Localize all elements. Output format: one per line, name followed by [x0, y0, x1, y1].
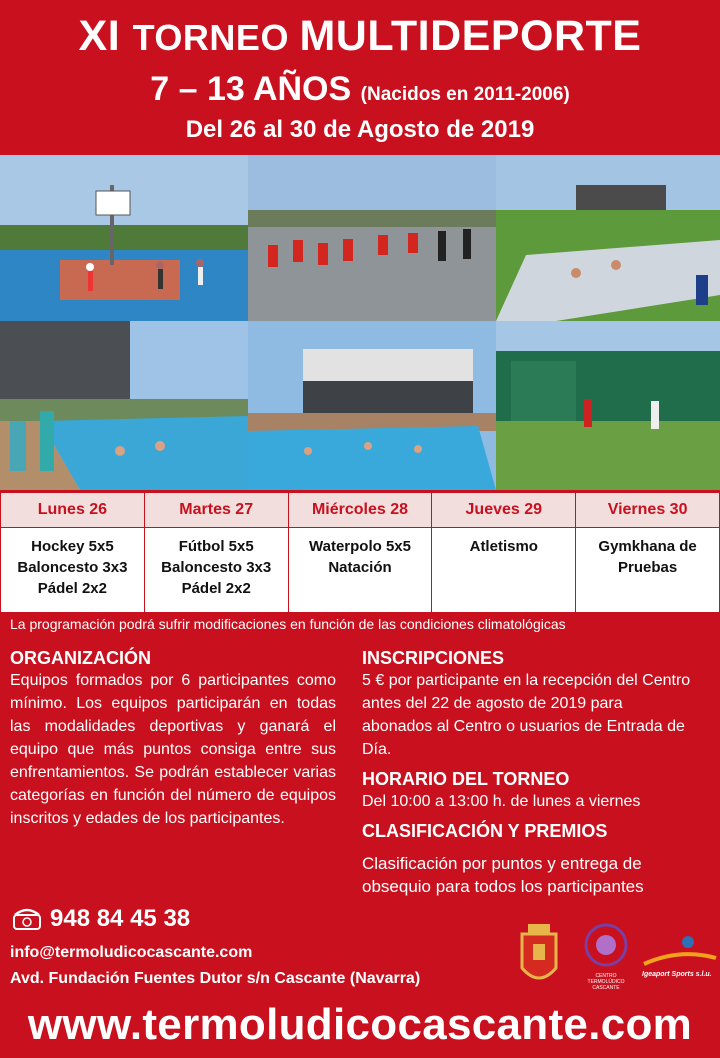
igeaport-sports-logo: Igeaport Sports s.l.u.: [642, 934, 718, 984]
info-column: [362, 648, 692, 898]
day-header: Jueves 29: [432, 493, 576, 528]
activity-cell: Waterpolo 5x5 Natación: [288, 528, 432, 613]
organizacion-title: ORGANIZACIÓN: [10, 648, 151, 668]
centro-termoludico-logo: CENTRO TERMOLÚDICO CASCANTE: [576, 922, 636, 996]
activity-cell: Atletismo: [432, 528, 576, 613]
sponsor-logos: [510, 920, 720, 1000]
photo-pool-swimming: [248, 321, 496, 490]
photo-grid: [0, 155, 720, 490]
photo-padel: [496, 321, 720, 490]
address: Avd. Fundación Fuentes Dutor s/n Cascante (Navarra): [10, 970, 421, 987]
inscripciones-title: INSCRIPCIONES: [362, 648, 505, 668]
website-link[interactable]: www.termoludicocascante.com: [27, 1000, 693, 1049]
birth-years: (Nacidos en 2011-2006): [360, 84, 570, 105]
clasificacion-text: Clasificación por puntos y entrega de obsequio para todos los participantes: [362, 854, 644, 896]
photo-water-slide: [496, 155, 720, 321]
day-header: Martes 27: [144, 493, 288, 528]
phone-number: 948 84 45 38: [50, 905, 191, 932]
activity-cell: Gymkhana de Pruebas: [576, 528, 720, 613]
day-header: Viernes 30: [576, 493, 720, 528]
phone-icon: [12, 907, 42, 931]
poster-title: XI TORNEO MULTIDEPORTE: [78, 12, 642, 60]
activity-cell: Fútbol 5x5 Baloncesto 3x3 Pádel 2x2: [144, 528, 288, 613]
day-header: Lunes 26: [1, 493, 145, 528]
clasificacion-title: CLASIFICACIÓN Y PREMIOS: [362, 821, 608, 841]
phone-contact[interactable]: [12, 905, 190, 933]
schedule-header-row: [1, 493, 720, 528]
inscripciones-text: 5 € por participante en la recepción del Centro antes del 22 de agosto de 2019 para abonados al Centro o usuarios de Entrada de Día.: [362, 672, 691, 758]
tournament-dates: Del 26 al 30 de Agosto de 2019: [185, 116, 535, 143]
day-header: Miércoles 28: [288, 493, 432, 528]
age-range: 7 – 13 AÑOS (Nacidos en 2011-2006): [150, 70, 570, 108]
poster-header: [0, 0, 720, 155]
horario-text: Del 10:00 a 13:00 h. de lunes a viernes: [362, 793, 641, 810]
photo-basketball: [0, 155, 248, 321]
activity-cell: Hockey 5x5 Baloncesto 3x3 Pádel 2x2: [1, 528, 145, 613]
schedule-table: [0, 492, 720, 613]
weather-note: La programación podrá sufrir modificaciones en función de las condiciones climatológicas: [10, 616, 566, 632]
organizacion-section: [10, 648, 336, 830]
photo-running: [248, 155, 496, 321]
cascante-coat-of-arms-logo: [516, 920, 562, 990]
photo-pool-kids: [0, 321, 248, 490]
horario-title: HORARIO DEL TORNEO: [362, 769, 570, 789]
email-link[interactable]: info@termoludicocascante.com: [10, 944, 253, 961]
organizacion-text: Equipos formados por 6 participantes como mínimo. Los equipos participarán en todas las modalidades deportivas y ganará el equipo que más puntos consiga entre sus enfrentamientos. Se podrán establecer varias categorías en función del número de equipos inscritos y edades de los participantes.: [10, 672, 336, 827]
schedule-activity-row: [1, 528, 720, 613]
